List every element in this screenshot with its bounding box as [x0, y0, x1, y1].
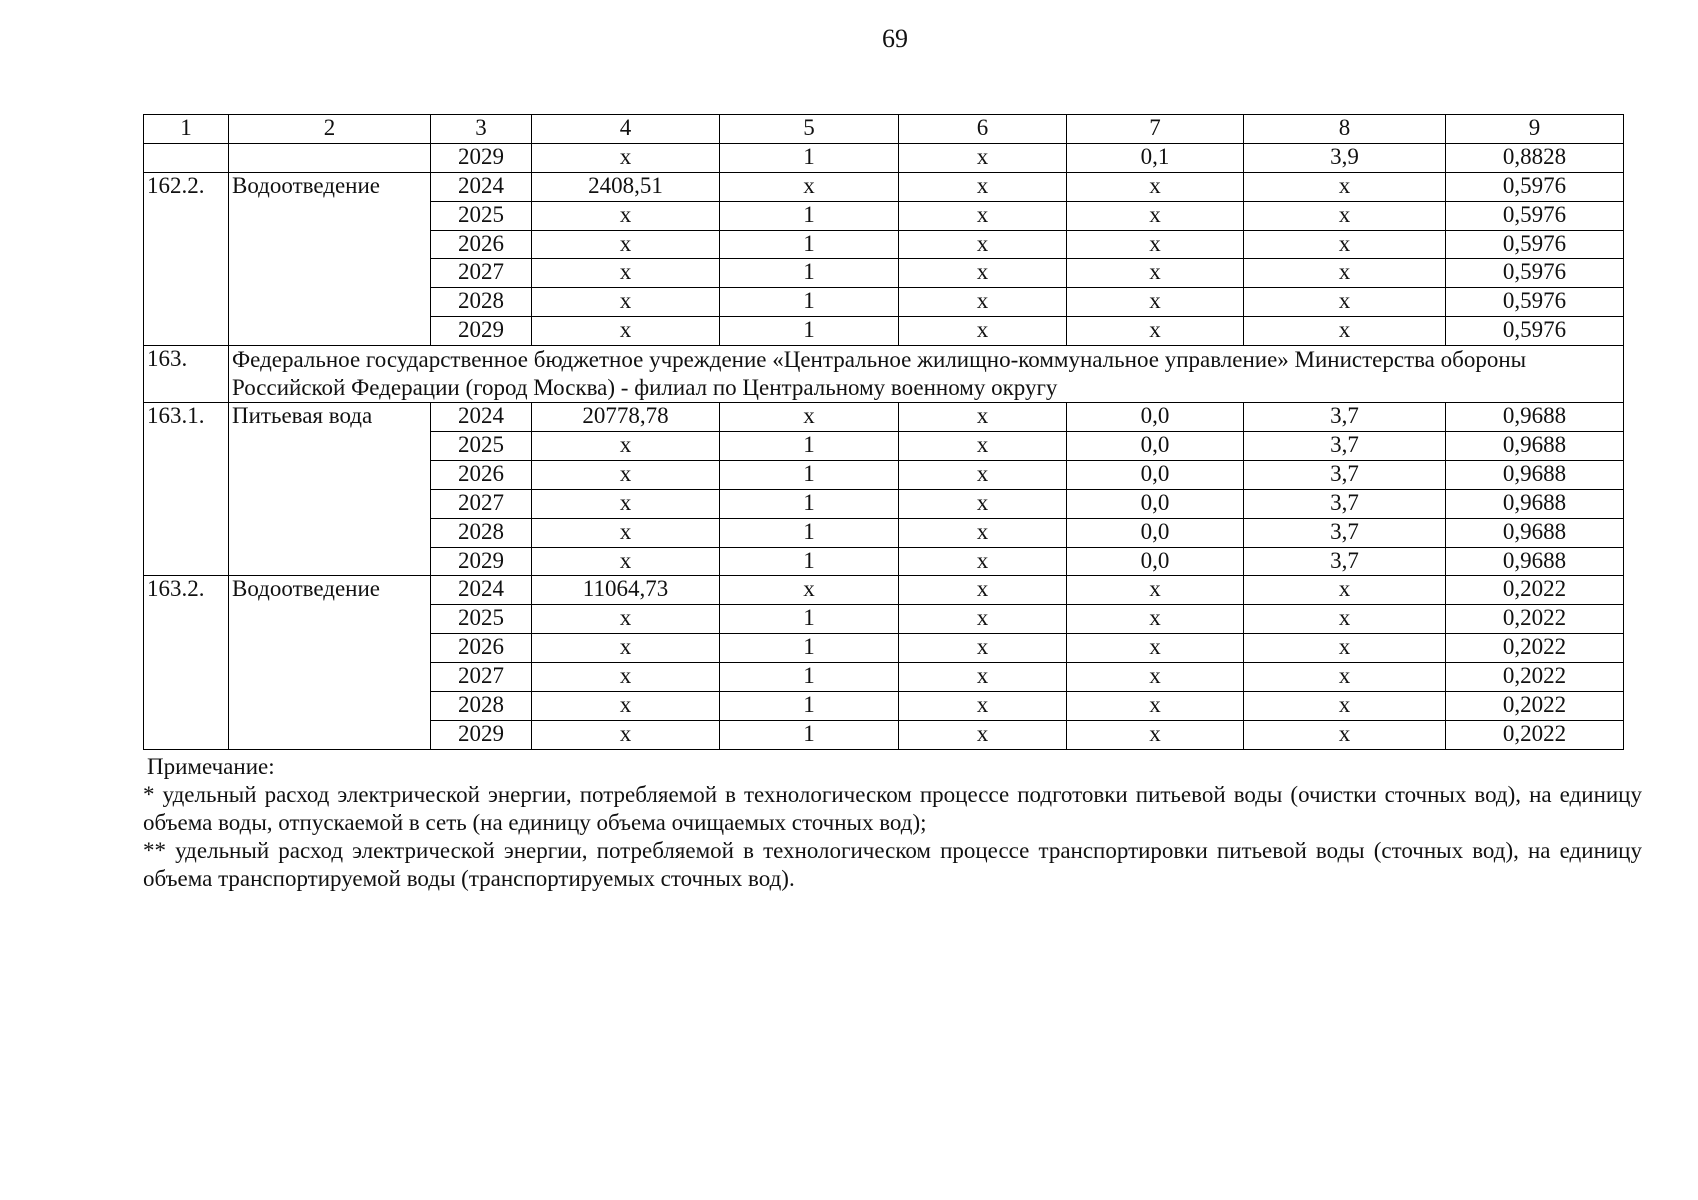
table-cell: x: [720, 403, 899, 432]
header-cell: 3: [431, 115, 532, 144]
table-cell: x: [532, 317, 720, 346]
table-cell: 0,2022: [1446, 576, 1624, 605]
table-cell: x: [899, 432, 1067, 461]
table-cell: x: [1244, 692, 1446, 721]
table-cell: 0,0: [1067, 403, 1244, 432]
table-cell: 11064,73: [532, 576, 720, 605]
table-cell: x: [899, 663, 1067, 692]
table-cell: 2029: [431, 547, 532, 576]
table-cell: 1: [720, 460, 899, 489]
table-cell: 0,0: [1067, 489, 1244, 518]
table-cell: 0,5976: [1446, 172, 1624, 201]
service-name: [229, 143, 431, 172]
table-cell: x: [532, 201, 720, 230]
table-cell: x: [1244, 230, 1446, 259]
table-cell: 2027: [431, 259, 532, 288]
table-cell: x: [532, 288, 720, 317]
table-cell: 2028: [431, 288, 532, 317]
table-cell: 2029: [431, 317, 532, 346]
table-cell: x: [899, 576, 1067, 605]
table-cell: x: [899, 720, 1067, 749]
table-cell: 2028: [431, 518, 532, 547]
table-cell: 0,2022: [1446, 634, 1624, 663]
table-cell: 1: [720, 317, 899, 346]
table-cell: 1: [720, 605, 899, 634]
table-cell: 2024: [431, 403, 532, 432]
table-cell: 2029: [431, 720, 532, 749]
table-cell: 0,0: [1067, 432, 1244, 461]
table-row: [144, 172, 1624, 201]
table-cell: x: [1244, 201, 1446, 230]
table-cell: 1: [720, 201, 899, 230]
table-cell: 1: [720, 692, 899, 721]
table-cell: x: [532, 547, 720, 576]
table-cell: 0,5976: [1446, 288, 1624, 317]
table-cell: x: [532, 634, 720, 663]
table-cell: 0,0: [1067, 460, 1244, 489]
table-cell: x: [532, 460, 720, 489]
table-cell: 0,5976: [1446, 201, 1624, 230]
header-cell: 7: [1067, 115, 1244, 144]
table-cell: 2024: [431, 172, 532, 201]
row-number: 163.1.: [144, 403, 229, 576]
table-cell: 2026: [431, 230, 532, 259]
service-name: Питьевая вода: [229, 403, 431, 576]
table-cell: 2025: [431, 605, 532, 634]
table-cell: 0,9688: [1446, 403, 1624, 432]
table-cell: 0,2022: [1446, 605, 1624, 634]
table-cell: 0,2022: [1446, 692, 1624, 721]
table-cell: 1: [720, 230, 899, 259]
table-cell: x: [720, 172, 899, 201]
table-cell: x: [899, 547, 1067, 576]
table-cell: 2025: [431, 201, 532, 230]
table-cell: 1: [720, 432, 899, 461]
table-cell: x: [532, 605, 720, 634]
table-cell: x: [1067, 692, 1244, 721]
table-cell: 0,9688: [1446, 547, 1624, 576]
header-cell: 2: [229, 115, 431, 144]
table-cell: 2027: [431, 489, 532, 518]
table-cell: 3,7: [1244, 518, 1446, 547]
table-cell: 0,5976: [1446, 317, 1624, 346]
table-cell: 3,7: [1244, 489, 1446, 518]
table-cell: x: [532, 230, 720, 259]
header-row: [144, 115, 1624, 144]
table-row: [144, 143, 1624, 172]
table-cell: x: [1067, 259, 1244, 288]
header-cell: 5: [720, 115, 899, 144]
table-cell: x: [1067, 634, 1244, 663]
table-cell: x: [1244, 288, 1446, 317]
table-cell: 3,9: [1244, 143, 1446, 172]
table-cell: 2026: [431, 634, 532, 663]
table-cell: x: [899, 460, 1067, 489]
notes-title: Примечание:: [147, 754, 275, 779]
table-cell: 0,5976: [1446, 230, 1624, 259]
table-cell: x: [899, 634, 1067, 663]
table-cell: x: [1244, 663, 1446, 692]
table-cell: x: [899, 259, 1067, 288]
service-name: Водоотведение: [229, 172, 431, 345]
table-cell: 0,2022: [1446, 663, 1624, 692]
header-cell: 4: [532, 115, 720, 144]
row-number: 162.2.: [144, 172, 229, 345]
data-table: [143, 114, 1624, 750]
table-cell: x: [1067, 201, 1244, 230]
table-cell: 0,0: [1067, 547, 1244, 576]
table-cell: x: [532, 143, 720, 172]
table-cell: 0,9688: [1446, 518, 1624, 547]
table-cell: x: [899, 143, 1067, 172]
note-item-2: ** удельный расход электрической энергии, потребляемой в технологическом процессе транспортировки питьевой воды (сточных вод), на единицу объема транспортируемой воды (транспортируемых сточных вод).: [143, 838, 1642, 891]
table-cell: 2027: [431, 663, 532, 692]
table-cell: x: [1244, 317, 1446, 346]
table-cell: 20778,78: [532, 403, 720, 432]
header-cell: 9: [1446, 115, 1624, 144]
table-cell: 2026: [431, 460, 532, 489]
table-cell: x: [899, 288, 1067, 317]
table-cell: x: [1067, 663, 1244, 692]
table-cell: x: [899, 317, 1067, 346]
service-name: Водоотведение: [229, 576, 431, 749]
table-cell: x: [1067, 576, 1244, 605]
row-number: 163.: [144, 346, 229, 403]
table-cell: x: [1244, 720, 1446, 749]
table-cell: x: [532, 259, 720, 288]
table-cell: x: [1067, 288, 1244, 317]
table-cell: x: [1067, 605, 1244, 634]
table-cell: x: [899, 692, 1067, 721]
organization-name: Федеральное государственное бюджетное учреждение «Центральное жилищно-коммунальное управление» Министерства обороны Российской Федерации (город Москва) - филиал по Центральному военному округу: [229, 346, 1624, 403]
table-cell: 2024: [431, 576, 532, 605]
table-cell: 1: [720, 288, 899, 317]
table-cell: x: [720, 576, 899, 605]
header-cell: 8: [1244, 115, 1446, 144]
table-cell: 0,1: [1067, 143, 1244, 172]
table-cell: x: [1244, 634, 1446, 663]
table-cell: x: [899, 201, 1067, 230]
table-cell: 2028: [431, 692, 532, 721]
table-cell: x: [899, 518, 1067, 547]
table-body: [144, 115, 1624, 750]
table-cell: 2025: [431, 432, 532, 461]
table-cell: x: [1067, 720, 1244, 749]
table-cell: 0,9688: [1446, 460, 1624, 489]
table-cell: x: [1244, 172, 1446, 201]
table-cell: x: [532, 720, 720, 749]
table-cell: x: [1244, 605, 1446, 634]
table-cell: 0,9688: [1446, 489, 1624, 518]
notes-section: [143, 753, 1642, 893]
table-cell: x: [532, 663, 720, 692]
table-cell: 1: [720, 720, 899, 749]
table-cell: x: [1244, 576, 1446, 605]
header-cell: 6: [899, 115, 1067, 144]
table-cell: 1: [720, 489, 899, 518]
table-cell: x: [899, 605, 1067, 634]
header-cell: 1: [144, 115, 229, 144]
table-cell: x: [532, 518, 720, 547]
table-cell: 0,8828: [1446, 143, 1624, 172]
table-cell: x: [1067, 172, 1244, 201]
table-row: [144, 576, 1624, 605]
table-cell: x: [899, 230, 1067, 259]
table-cell: x: [899, 489, 1067, 518]
table-cell: x: [899, 403, 1067, 432]
row-number: [144, 143, 229, 172]
row-number: 163.2.: [144, 576, 229, 749]
table-cell: 1: [720, 143, 899, 172]
group-title-row: [144, 346, 1624, 403]
table-cell: x: [532, 432, 720, 461]
table-cell: 3,7: [1244, 403, 1446, 432]
table-cell: 1: [720, 634, 899, 663]
table-cell: x: [1067, 317, 1244, 346]
table-cell: x: [532, 489, 720, 518]
table-cell: 0,5976: [1446, 259, 1624, 288]
table-cell: 2029: [431, 143, 532, 172]
table-cell: 1: [720, 259, 899, 288]
table-cell: 1: [720, 518, 899, 547]
note-item-1: * удельный расход электрической энергии, потребляемой в технологическом процессе подготовки питьевой воды (очистки сточных вод), на единицу объема воды, отпускаемой в сеть (на единицу объема очищаемых сточных вод);: [143, 782, 1642, 835]
table-cell: x: [899, 172, 1067, 201]
table-cell: x: [532, 692, 720, 721]
table-row: [144, 403, 1624, 432]
table-cell: 2408,51: [532, 172, 720, 201]
table-cell: 0,0: [1067, 518, 1244, 547]
table-cell: 0,9688: [1446, 432, 1624, 461]
page-number: 69: [882, 24, 908, 53]
table-cell: 3,7: [1244, 432, 1446, 461]
table-cell: 1: [720, 663, 899, 692]
table-cell: x: [1244, 259, 1446, 288]
table-cell: 0,2022: [1446, 720, 1624, 749]
table-cell: 3,7: [1244, 547, 1446, 576]
table-cell: 3,7: [1244, 460, 1446, 489]
table-cell: x: [1067, 230, 1244, 259]
table-cell: 1: [720, 547, 899, 576]
